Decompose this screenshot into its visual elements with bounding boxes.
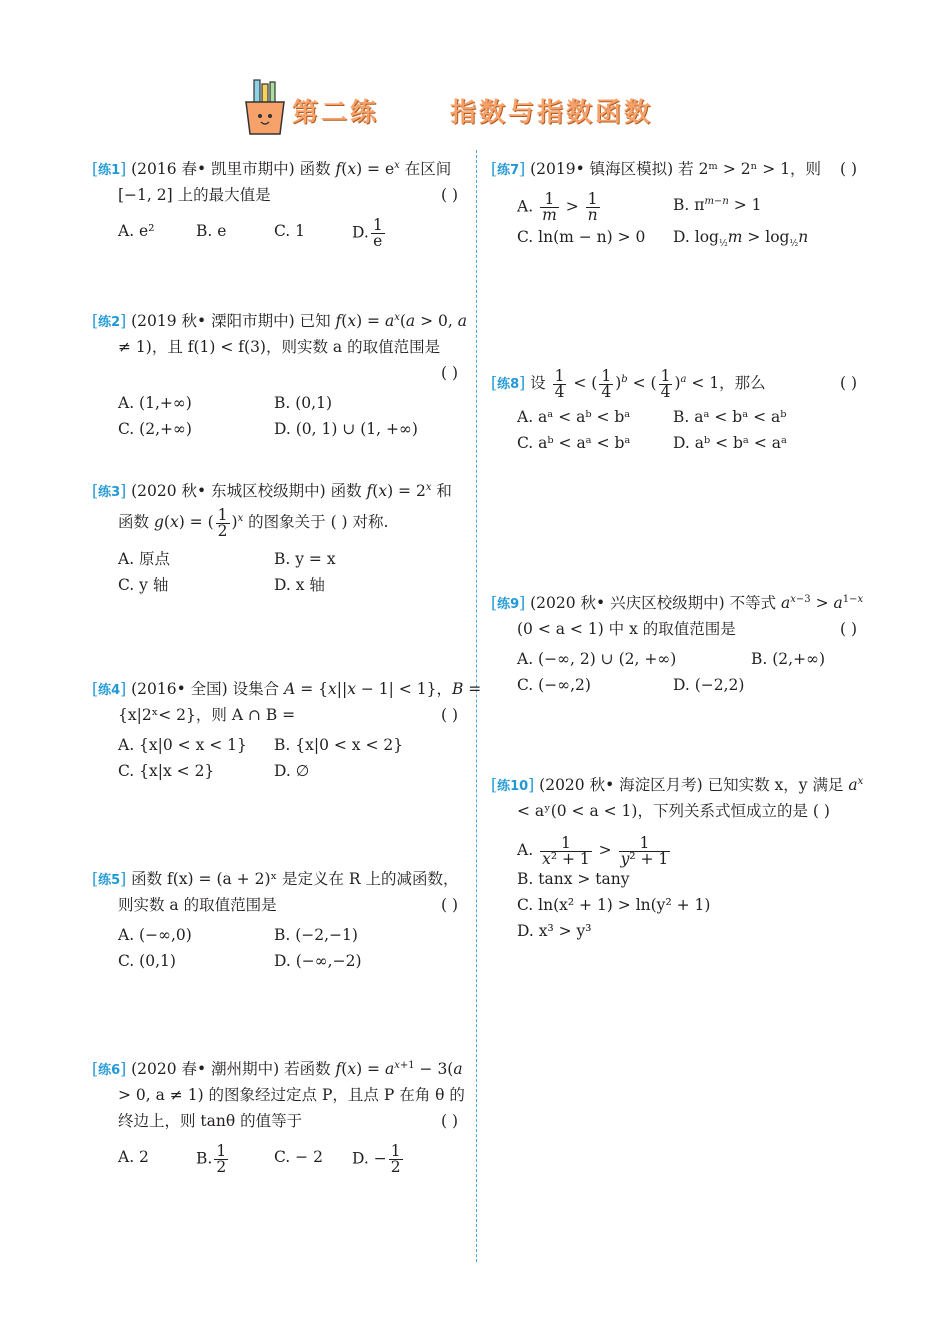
option-c: C. ln(m − n) > 0 — [517, 228, 646, 246]
question-text: < aʸ(0 < a < 1)，下列关系式恒成立的是 ( ) — [517, 802, 830, 820]
answer-paren: ( ) — [440, 706, 458, 724]
option-a: A. 2 — [118, 1148, 149, 1166]
question-7 — [491, 156, 863, 250]
question-text: (2016 春• 凯里市期中) 函数 — [131, 160, 331, 178]
option-d: D. x³ > y³ — [517, 922, 592, 940]
option-a: A. 原点 — [118, 550, 171, 568]
option-b: B. {x|0 < x < 2} — [274, 736, 404, 754]
question-10: [练10] (2020 秋• 海淀区月考) 已知实数 x，y 满足 $a^x$ < aʸ(0 < a < 1)，下列关系式恒成立的是 ( ) A. $\frac{1}{\text{x² + 1}}$ > $\frac{1}{\text{y² + 1}}$ B. tanx > tany C. ln(x² + 1) > ln(y² + 1) D. x³ > y³ — [491, 772, 863, 944]
question-text: > 0, a ≠ 1) 的图象经过定点 P，且点 P 在角 θ 的 — [118, 1086, 465, 1104]
question-tag: [练4] — [92, 680, 127, 698]
option-c: C. (0,1) — [118, 952, 176, 970]
option-b: B. (2,+∞) — [751, 650, 826, 668]
option-a: A. aᵃ < aᵇ < bᵃ — [517, 408, 631, 426]
question-text: 函数 — [118, 513, 150, 531]
question-tag: [练6] — [92, 1060, 127, 1078]
answer-paren: ( ) — [440, 186, 458, 204]
answer-paren: ( ) — [440, 364, 458, 382]
question-tag: [练8] — [491, 374, 526, 392]
option-a: A. (−∞,0) — [118, 926, 192, 944]
option-d: D. $\log_{\frac{1}{2}}m > \log_{\frac{1}{2}}n$ — [673, 228, 809, 250]
question-2: [练2] (2019 秋• 溧阳市期中) 已知 $f(x) = a^x(a > 0$, a ≠ 1)，且 f(1) < f(3)，则实数 a 的取值范围是 ( ) A. (1,+∞) B. (0,1) C. (2,+∞) D. (0, 1) ∪ (1, +∞) — [92, 308, 464, 442]
question-tag: [练7] — [491, 160, 526, 178]
option-d: D. (−2,2) — [673, 676, 745, 694]
option-a: A. $\frac{1}{\text{x² + 1}}$ > $\frac{1}{\text{y² + 1}}$ — [517, 833, 669, 868]
option-b: B. (0,1) — [274, 394, 332, 412]
option-d: D. x 轴 — [274, 576, 325, 594]
option-d: D. aᵇ < bᵃ < aᵃ — [673, 434, 787, 452]
option-c: C. aᵇ < aᵃ < bᵃ — [517, 434, 631, 452]
question-5 — [92, 866, 464, 974]
answer-paren: ( ) — [839, 374, 857, 392]
option-b: B. (−2,−1) — [274, 926, 358, 944]
question-8: [练8] 设 $\frac{1}{4}$ < ( $\frac{1}{4}$ )$^b$ < ( $\frac{1}{4}$ )$^a$ < 1，那么 ( ) A. aᵃ < aᵇ < bᵃ B. aᵃ < bᵃ < aᵇ C. aᵇ < aᵃ < bᵃ D. aᵇ < bᵃ < aᵃ — [491, 366, 863, 456]
question-text: 在区间 — [404, 160, 452, 178]
option-a: A. (−∞, 2) ∪ (2, +∞) — [517, 650, 677, 668]
option-d: D. $\frac{1}{e}$ — [352, 216, 383, 250]
question-text: (2020 秋• 东城区校级期中) 函数 — [131, 482, 362, 500]
question-tag: [练5] — [92, 870, 127, 888]
question-text: (0 < a < 1) 中 x 的取值范围是 — [517, 620, 736, 638]
answer-paren: ( ) — [440, 1112, 458, 1130]
question-text: 的图象关于 ( ) 对称. — [248, 513, 389, 531]
question-text: 函数 f(x) = (a + 2)ˣ 是定义在 R 上的减函数， — [131, 870, 459, 888]
answer-paren: ( ) — [440, 896, 458, 914]
section-title: 第二练 — [292, 98, 380, 128]
option-a: A. (1,+∞) — [118, 394, 192, 412]
option-b: B. $\frac{1}{2}$ — [196, 1142, 227, 1176]
question-text: 则实数 a 的取值范围是 — [118, 896, 277, 914]
column-divider — [476, 150, 477, 1262]
option-c: C. (−∞,2) — [517, 676, 591, 694]
option-a: A. {x|0 < x < 1} — [118, 736, 247, 754]
option-a: A. $\frac{1}{m}$ > $\frac{1}{n}$ — [517, 190, 598, 224]
question-text: (2020 秋• 兴庆区校级期中) 不等式 — [530, 594, 777, 612]
option-b: B. tanx > tany — [517, 870, 630, 888]
option-d: D. (−∞,−2) — [274, 952, 362, 970]
option-a: A. e² — [118, 222, 155, 240]
answer-paren: ( ) — [839, 620, 857, 638]
question-4: [练4] (2016• 全国) 设集合 A = {x||x − 1| < 1}，B = {x|2ˣ< 2}，则 A ∩ B = ( ) A. {x|0 < x < 1} B. {x|0 < x < 2} C. {x|x < 2} D. ∅ — [92, 676, 464, 784]
question-tag: [练2] — [92, 312, 127, 330]
option-b: B. e — [196, 222, 227, 240]
pencil-cup-icon — [240, 78, 290, 136]
question-tag: [练1] — [92, 160, 127, 178]
question-text: 终边上，则 tanθ 的值等于 — [118, 1112, 303, 1130]
page-header — [0, 78, 950, 138]
question-text: 设 — [530, 374, 546, 392]
question-tag: [练3] — [92, 482, 127, 500]
option-c: C. 1 — [274, 222, 306, 240]
question-text: (2020 春• 潮州期中) 若函数 — [131, 1060, 331, 1078]
option-b: B. $\pi^{m-n} > 1$ — [673, 195, 762, 214]
option-b: B. y = x — [274, 550, 336, 568]
question-tag: [练10] — [491, 776, 535, 794]
question-tag: [练9] — [491, 594, 526, 612]
option-d: D. (0, 1) ∪ (1, +∞) — [274, 420, 418, 438]
question-text: (2019 秋• 溧阳市期中) 已知 — [131, 312, 331, 330]
question-6: [练6] (2020 春• 潮州期中) 若函数 $f(x) = a^{x+1} - 3(a$ > 0, a ≠ 1) 的图象经过定点 P，且点 P 在角 θ 的 终边上，则 tanθ 的值等于 ( ) A. 2 B. $\frac{1}{2}$ C. − 2 D. − $\frac{1}{2}$ — [92, 1059, 465, 1176]
question-text: (2019• 镇海区模拟) 若 2ᵐ > 2ⁿ > 1，则 — [530, 160, 822, 178]
option-c: C. ln(x² + 1) > ln(y² + 1) — [517, 896, 711, 914]
question-3: [练3] (2020 秋• 东城区校级期中) 函数 $f(x) = 2^x$ 和 函数 g(x) = ( $\frac{1}{2}$ )$^x$ 的图象关于 ( ) 对称. A. 原点 B. y = x C. y 轴 D. x 轴 — [92, 478, 464, 598]
option-d: D. ∅ — [274, 762, 310, 780]
section-subtitle: 指数与指数函数 — [450, 98, 654, 128]
answer-paren: ( ) — [839, 160, 857, 178]
option-b: B. aᵃ < bᵃ < aᵇ — [673, 408, 787, 426]
question-text: (2020 秋• 海淀区月考) 已知实数 x，y 满足 — [539, 776, 844, 794]
option-c: C. (2,+∞) — [118, 420, 192, 438]
option-c: C. {x|x < 2} — [118, 762, 215, 780]
option-d: D. − $\frac{1}{2}$ — [352, 1142, 401, 1176]
option-c: C. − 2 — [274, 1148, 323, 1166]
question-text: {x|2ˣ< 2}，则 A ∩ B = — [118, 706, 296, 724]
question-text: ≠ 1)，且 f(1) < f(3)，则实数 a 的取值范围是 — [118, 338, 441, 356]
option-c: C. y 轴 — [118, 576, 169, 594]
question-text: [−1, 2] 上的最大值是 — [118, 186, 271, 204]
question-9: [练9] (2020 秋• 兴庆区校级期中) 不等式 $a^{x-3} > a^{1-x}$ (0 < a < 1) 中 x 的取值范围是 ( ) A. (−∞, 2) ∪ (2, +∞) B. (2,+∞) C. (−∞,2) D. (−2,2) — [491, 590, 863, 698]
question-1: [练1] (2016 春• 凯里市期中) 函数 $f(x) = e^x$ 在区间 [−1, 2] 上的最大值是 ( ) A. e² B. e C. 1 D. $\frac{1}{e}$ — [92, 159, 458, 250]
question-text: (2016• 全国) 设集合 — [131, 680, 280, 698]
